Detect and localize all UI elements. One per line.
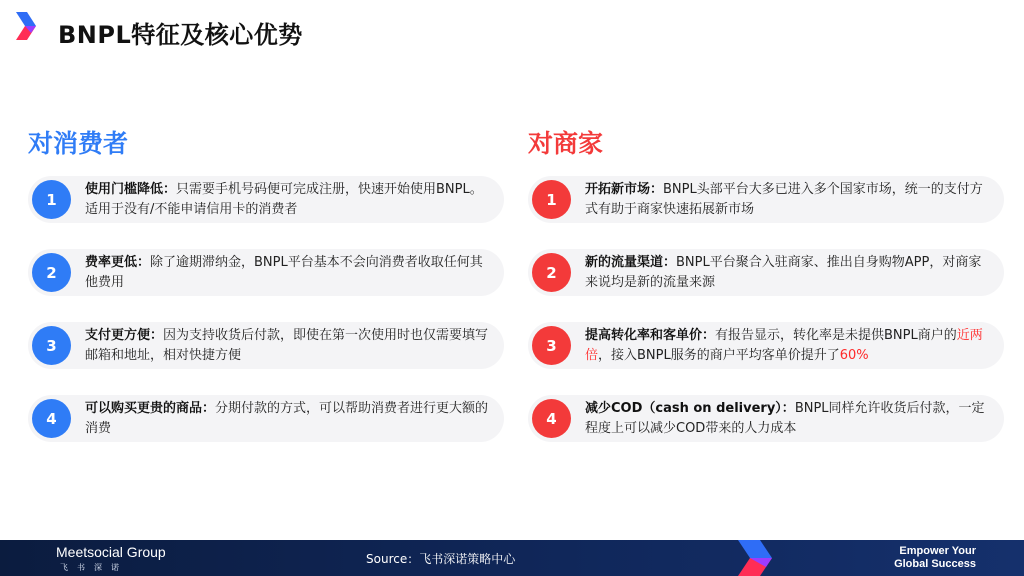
footer-brand-subtitle: 飞书深诺 (60, 563, 128, 572)
benefit-text: 因为支持收货后付款，即使在第一次使用时也仅需要填写邮箱和地址，相对快捷方便 (85, 328, 489, 363)
footer-brand-logo: Meetsocial Group (56, 544, 166, 560)
benefit-text: 分期付款的方式，可以帮助消费者进行更大额的消费 (85, 401, 489, 436)
highlight-text: 60% (839, 348, 869, 363)
benefit-text: BNPL平台聚合入驻商家、推出自身购物APP，对商家来说均是新的流量来源 (585, 255, 982, 290)
consumer-benefit-item (28, 249, 504, 296)
source-note: Source：飞书深诺策略中心 (366, 552, 516, 566)
number-badge: 3 (32, 326, 71, 365)
number-badge: 4 (532, 399, 571, 438)
consumer-benefit-list (28, 176, 504, 468)
benefit-title: 减少COD（cash on delivery）： (585, 401, 795, 416)
consumer-benefit-item (28, 176, 504, 223)
consumer-benefit-item (28, 322, 504, 369)
number-badge: 1 (32, 180, 71, 219)
benefit-title: 费率更低： (85, 255, 151, 270)
merchant-benefit-item (528, 249, 1004, 296)
merchant-heading: 对商家 (528, 129, 604, 158)
benefit-text: 有报告显示，转化率是未提供BNPL商户的 (715, 328, 957, 343)
slogan-line-2: Global Success (894, 558, 976, 570)
benefit-text: BNPL同样允许收货后付款，一定程度上可以减少COD带来的人力成本 (585, 401, 985, 436)
number-badge: 2 (32, 253, 71, 292)
benefit-title: 可以购买更贵的商品： (85, 401, 216, 416)
consumer-heading: 对消费者 (28, 129, 129, 158)
merchant-benefit-item (528, 395, 1004, 442)
number-badge: 1 (532, 180, 571, 219)
benefit-title: 开拓新市场： (585, 182, 664, 197)
benefit-text: 除了逾期滞纳金，BNPL平台基本不会向消费者收取任何其他费用 (85, 255, 483, 290)
number-badge: 3 (532, 326, 571, 365)
page-title: BNPL特征及核心优势 (58, 21, 303, 49)
merchant-benefit-list (528, 176, 1004, 468)
merchant-benefit-item (528, 322, 1004, 369)
benefit-title: 使用门槛降低： (85, 182, 177, 197)
benefit-title: 新的流量渠道： (585, 255, 677, 270)
benefit-text: 只需要手机号码便可完成注册，快速开始使用BNPL。适用于没有/不能申请信用卡的消费者 (85, 182, 483, 217)
benefit-text: ，接入BNPL服务的商户平均客单价提升了 (598, 348, 840, 363)
number-badge: 4 (32, 399, 71, 438)
highlight-text: 近两倍 (585, 328, 983, 363)
footer-slogan (894, 545, 976, 571)
consumer-benefit-item (28, 395, 504, 442)
brand-logo-icon (16, 12, 38, 44)
benefit-title: 提高转化率和客单价： (585, 328, 716, 343)
merchant-benefit-item (528, 176, 1004, 223)
slogan-line-1: Empower Your (899, 545, 976, 557)
brand-shape-icon (736, 540, 786, 576)
benefit-text: BNPL头部平台大多已进入多个国家市场，统一的支付方式有助于商家快速拓展新市场 (585, 182, 983, 217)
benefit-title: 支付更方便： (85, 328, 164, 343)
footer-bar (0, 540, 1024, 576)
number-badge: 2 (532, 253, 571, 292)
